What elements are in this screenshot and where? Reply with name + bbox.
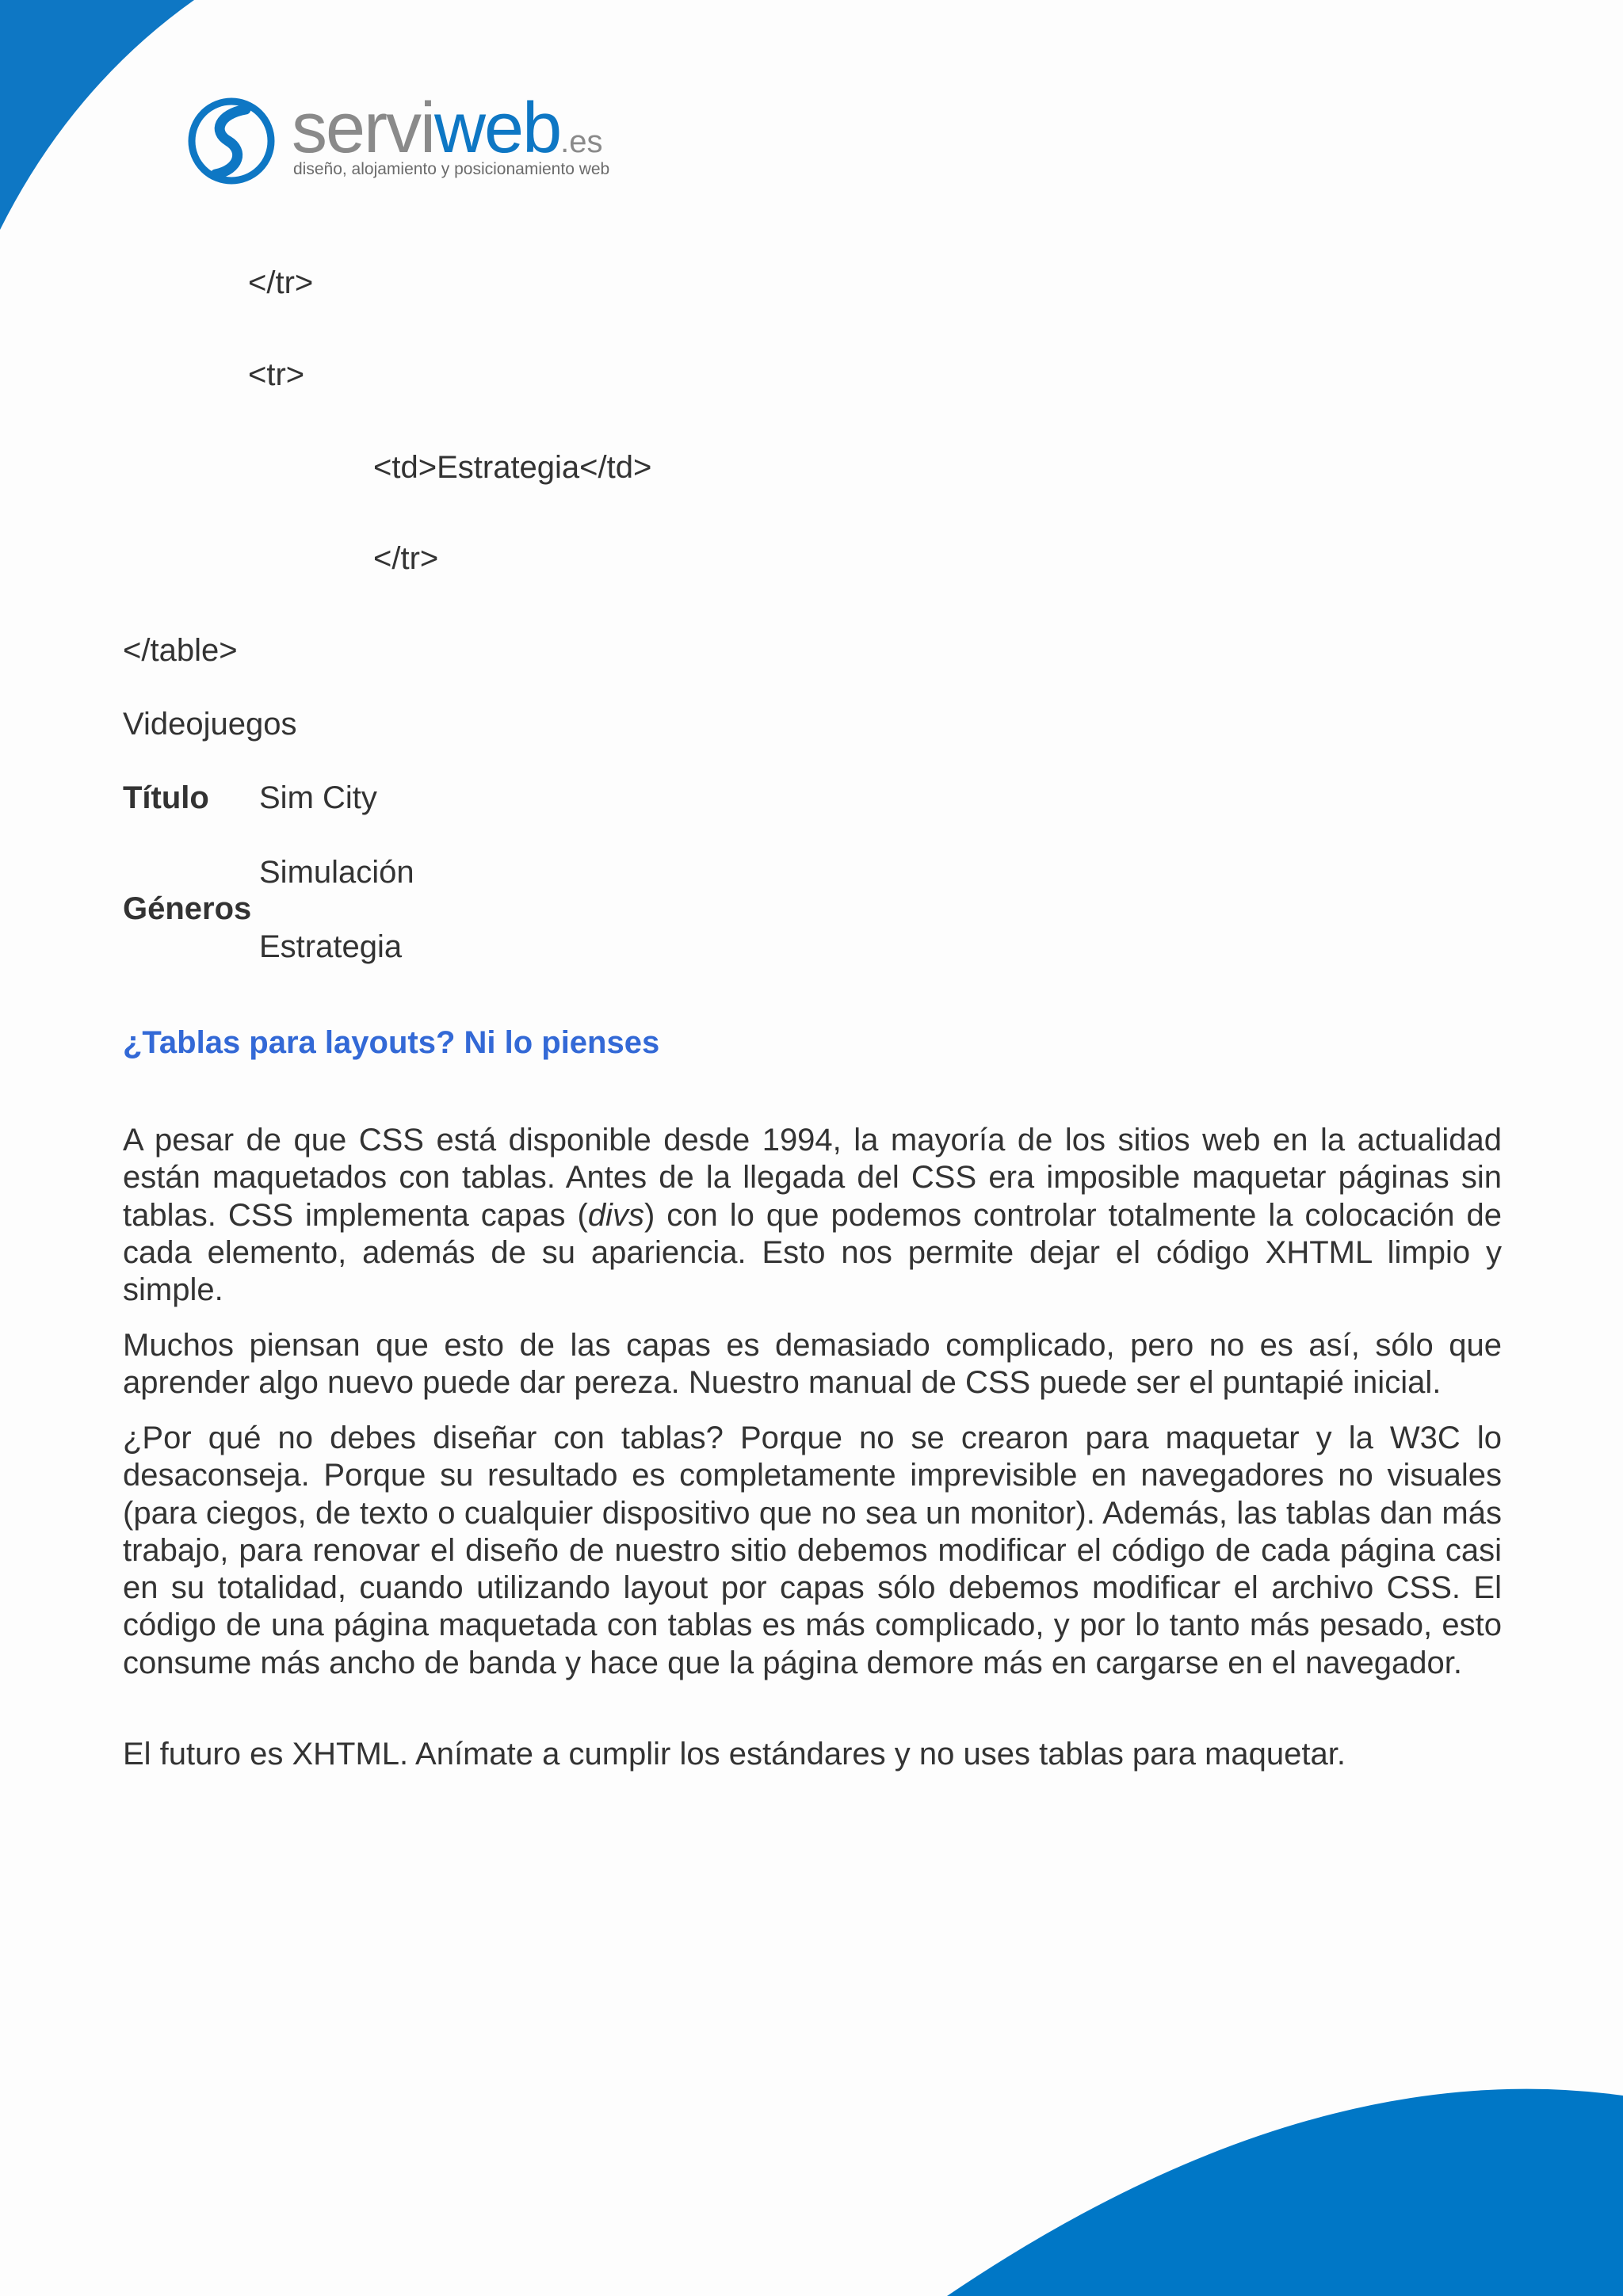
logo-word-servi: servi — [292, 89, 435, 168]
logo-word-suffix: .es — [560, 124, 603, 159]
table-header-genres: Géneros — [123, 891, 252, 926]
logo-tagline: diseño, alojamiento y posicionamiento web — [293, 160, 610, 178]
paragraph-1-text-b: ) con lo que podemos controlar totalmente la colocación de cada elemento, además de su apariencia. Esto nos permite dejar el código XHTML limpio y simple. — [123, 1197, 1502, 1308]
code-line-close-tr-inner: </tr> — [373, 541, 439, 576]
code-line-close-table: </table> — [123, 633, 238, 668]
paragraph-3: ¿Por qué no debes diseñar con tablas? Porque no se crearon para maquetar y la W3C lo desaconseja. Porque su resultado es completamente imprevisible en navegadores no visuales (para ciegos, de texto o cualquier dispositivo que no sea un monitor). Además, las tablas dan más trabajo, para renovar el diseño de nuestro sitio debemos modificar el código de cada página casi en su totalidad, cuando utilizando layout por capas sólo debemos modificar el archivo CSS. El código de una página maquetada con tablas es más complicado, y por lo tanto más pesado, esto consume más ancho de banda y hace que la página demore más en cargarse en el navegador. — [123, 1421, 1502, 1680]
section-heading: ¿Tablas para layouts? Ni lo pienses — [123, 1025, 660, 1060]
paragraph-2: Muchos piensan que esto de las capas es demasiado complicado, pero no es así, sólo que aprender algo nuevo puede dar pereza. Nuestro manual de CSS puede ser el puntapié inicial. — [123, 1328, 1502, 1401]
logo-word-web: web — [434, 89, 561, 168]
serviweb-logo — [187, 89, 631, 189]
swirl-s-icon — [187, 97, 276, 185]
paragraph-1 — [123, 1122, 1502, 1309]
table-caption: Videojuegos — [123, 707, 297, 742]
paragraph-1-italic: divs — [587, 1197, 644, 1233]
code-line-close-tr: </tr> — [248, 265, 314, 300]
table-cell-title: Sim City — [259, 780, 377, 815]
code-line-open-tr: <tr> — [248, 357, 305, 392]
paragraph-1-text-a: A pesar de que CSS está disponible desde 1994, la mayoría de los sitios web en la actualidad están maquetados con tablas. Antes de la llegada del CSS era imposible maquetar páginas sin tablas. CSS implementa capas ( — [123, 1123, 1502, 1233]
table-cell-genre-1: Simulación — [259, 855, 414, 890]
table-cell-genre-2: Estrategia — [259, 929, 403, 964]
code-line-td: <td>Estrategia</td> — [373, 450, 652, 485]
paragraph-4: El futuro es XHTML. Anímate a cumplir los estándares y no uses tablas para maquetar. — [123, 1737, 1346, 1772]
table-header-title: Título — [123, 780, 209, 815]
